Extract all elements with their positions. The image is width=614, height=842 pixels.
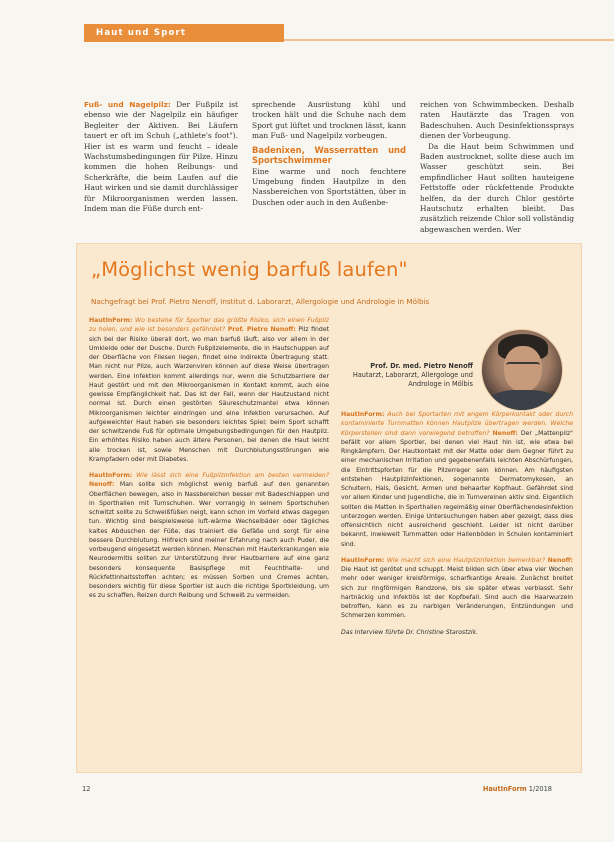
question-text: Wie macht sich eine Hautpilzinfektion bemerkbar?: [386, 556, 546, 564]
question-text: Auch bei Sportarten mit engem Körperkontakt oder durch kontaminierte Turnmatten können Hautpilze übertragen werden. Welche Körperstellen sind dann vorwiegend betroffen?: [341, 411, 573, 437]
portrait-photo: [481, 329, 563, 411]
interview-column-right: [341, 410, 573, 770]
column-3-text-a: reichen von Schwimmbecken. Deshalb raten Hautärzte das Tragen von Badeschuhen. Auch Desinfektionssprays dienen der Vorbeugung.: [420, 100, 574, 141]
question-label: HautInForm:: [89, 472, 133, 479]
article-top-columns: [84, 100, 574, 235]
issue-number: 1/2018: [528, 785, 552, 793]
question-text: Wo bestehe für Sportler das größte Risiko, sich einen Fußpilz zu holen, und wie ist besonders gefährdet?: [89, 317, 329, 334]
portrait-role: Hautarzt, Laborarzt, Allergologe und Androloge in Mölbis: [352, 371, 473, 388]
interview-subtitle: Nachgefragt bei Prof. Pietro Nenoff, Institut d. Laborarzt, Allergologie und Andrologie in Mölbis: [91, 297, 430, 306]
question-label: HautInForm:: [341, 556, 385, 564]
portrait-name: Prof. Dr. med. Pietro Nenoff: [370, 362, 473, 370]
interview-qa: [341, 410, 573, 549]
article-column-1: [84, 100, 238, 235]
answer-text: Die Haut ist gerötet und schuppt. Meist bilden sich über etwa vier Wochen mehr oder weniger kreisförmige, scharfkantige Areale. Zunächst breitet sich zur ringförmigen Randzone, bis sie später etwas verblasst. Sehr hartnäckig und infektiös ist der Kopfbefall. Sind auch die Haarwurzeln betroffen, kann es zu narbigen Veränderungen, Entzündungen und Schmerzen kommen.: [341, 566, 573, 620]
interview-credit: Das Interview führte Dr. Christine Starostzik.: [341, 628, 479, 636]
question-label: HautInForm:: [89, 317, 133, 324]
answer-text: Man sollte sich möglichst wenig barfuß auf den genannten Oberflächen bewegen, also in Nassbereichen besser mit Badeschlappen und in Sporthallen mit Turnschuhen. Wer vorrangig in seinem Sportschuhen schwitzt sollte zu Schweißfüßen neigt, kann schon im Vorfeld etwas dagegen tun. Wichtig sind beispielsweise luft-wärme Wechselbäder oder tägliches kaltes Abduschen der Füße, das trainiert die Gefäße und sorgt für eine bessere Durchblutung. Hilfreich sind meiner Erfahrung nach auch Puder, die vorbeugend eingesetzt werden können. Menschen mit Hauterkrankungen wie Neurodermitis sollten zur Unterstützung ihrer Hautbarriere auf eine ganz besonders konsequente Basispflege mit Feuchthalte- und Rückfettinhaltsstoffen achten; es müssen Sorben und Cremes achten, besonders wichtig für diese Sportler ist auch die richtige Sportkleidung, um es zu schaffen, Reizen durch Reibung und Schweiß zu vermeiden.: [89, 481, 329, 600]
article-column-2: [252, 100, 406, 235]
answer-label: Nenoff:: [547, 556, 573, 564]
section-tab: Haut und Sport: [84, 24, 284, 42]
magazine-name: HautInForm: [482, 785, 527, 793]
column-1-text: Der Fußpilz ist ebenso wie der Nagelpilz ein häufiger Begleiter der Aktiven. Bei Läufern tauert er oft im Schuh („athlete's foot"). Hier ist es warm und feucht – ideale Wachstumsbedingungen für Pilze. Hinzu kommen die hohen Reibungs- und Scherkräfte, die beim Laufen auf die Haut wirken und sie damit durchlässiger für Mikroorganismen werden lassen. Indem man die Füße durch ent-: [84, 100, 238, 214]
answer-text: Der „Mattenpilz" befällt vor allem Sportler, bei denen viel Haut hin ist, wie etwa bei Ringkämpfern. Der Hautkontakt mit der Matte oder dem Gegner führt zu einer mechanischen Irritation und gegebenenfalls leichten Abschürfungen, die Eintrittspforten für die Pilzerreger sein können. Am häufigsten entstehen Hautpilzinfektionen, sogenannte Dermatomykosen, an Schultern, Hals, Gesicht, Armen und behaarter Kopfhaut. Gefährdet sind vor allem Kinder und Jugendliche, die in Turnvereinen aktiv sind. Eigentlich sollten die Matten in Sporthallen regelmäßig einer Oberflächendesinfektion unterzogen werden. Einige Untersuchungen haben aber gezeigt, dass dies offensichtlich nicht ausreichend geschieht. Leider ist nicht darüber bekannt, inwieweit Turnmatten oder Hallenböden in Schulen kontaminiert sind.: [341, 429, 573, 548]
answer-label: Prof. Pietro Nenoff:: [227, 326, 296, 334]
answer-label: Nenoff:: [492, 429, 518, 437]
column-2-text-a: sprechende Ausrüstung kühl und trocken hält und die Schuhe nach dem Sport gut lüftet und trocknen lässt, kann man Fuß- und Nagelpilz vorbeugen.: [252, 100, 406, 141]
swimmers-subheading: Badenixen, Wasserratten und Sportschwimmer: [252, 144, 406, 166]
footer-magazine: [483, 785, 552, 793]
question-text: Wie lässt sich eine Fußpilzinfektion am besten vermeiden?: [136, 472, 329, 479]
answer-label: Nenoff:: [89, 481, 115, 489]
interview-title: „Möglichst wenig barfuß laufen": [91, 258, 408, 281]
fusspilz-lead: Fuß- und Nagelpilz:: [84, 100, 171, 109]
interview-qa: [341, 556, 573, 621]
page-number: 12: [82, 785, 91, 793]
column-2-text-b: Eine warme und noch feuchtere Umgebung finden Hautpilze in den Nassbereichen von Sportstätten, über in Duschen oder auch in den Außenbe-: [252, 166, 406, 207]
interview-qa: [89, 471, 329, 601]
answer-text: Pilz findet sich bei der Risiko überall dort, wo man barfuß läuft, also vor allem in der Umkleide oder der Dusche. Durch Fußpilzelemente, die in Hautschuppen auf der Oberfläche von Fliesen liegen, findet eine indirekte Übertragung statt. Man nicht nur Pilze, auch Warzenviren können auf diese Weise übertragen werden. Eine Infektion kommt allerdings nur, wenn die Schutzbarriere der Haut gestört und mit den Mikroorganismen in Kontakt kommt, auch eine gewisse Empfänglichkeit hat. Das ist der Fall, wenn der Hautzustand nicht normal ist. Durch einen gestörten Säureschutzmantel etwa können Mikroorganismen leichter eindringen und eine Infektion verursachen. Auf aufgeweichter Haut haben sie besonders leichtes Spiel; beim Sport schafft der schwitzende Fuß für optimale Umgebungsbedingungen für den Hautpilz. Ein erhöhtes Risiko haben auch ältere Personen, bei denen die Haut leicht alle trocken ist, sowie Menschen mit Durchblutungsstörungen wie Krampfadern oder mit Diabetes.: [89, 326, 329, 463]
portrait-caption: [349, 362, 473, 389]
column-3-text-b: Da die Haut beim Schwimmen und Baden austrocknet, sollte diese auch im Wasser geschützt sein. Bei empfindlicher Haut sollten hauteigene Fettstoffe oder rückfettende Produkte helfen, da der durch Chlor gestörte Hautschutz erhalten bleibt. Das zusätzlich reizende Chlor soll vollständig abgewaschen werden. Wer: [420, 141, 574, 234]
interview-qa: [89, 316, 329, 464]
article-column-3: [420, 100, 574, 235]
question-label: HautInForm:: [341, 411, 385, 418]
interview-box: [76, 243, 582, 773]
section-tab-rule: [284, 39, 614, 41]
interview-column-left: [89, 316, 329, 766]
